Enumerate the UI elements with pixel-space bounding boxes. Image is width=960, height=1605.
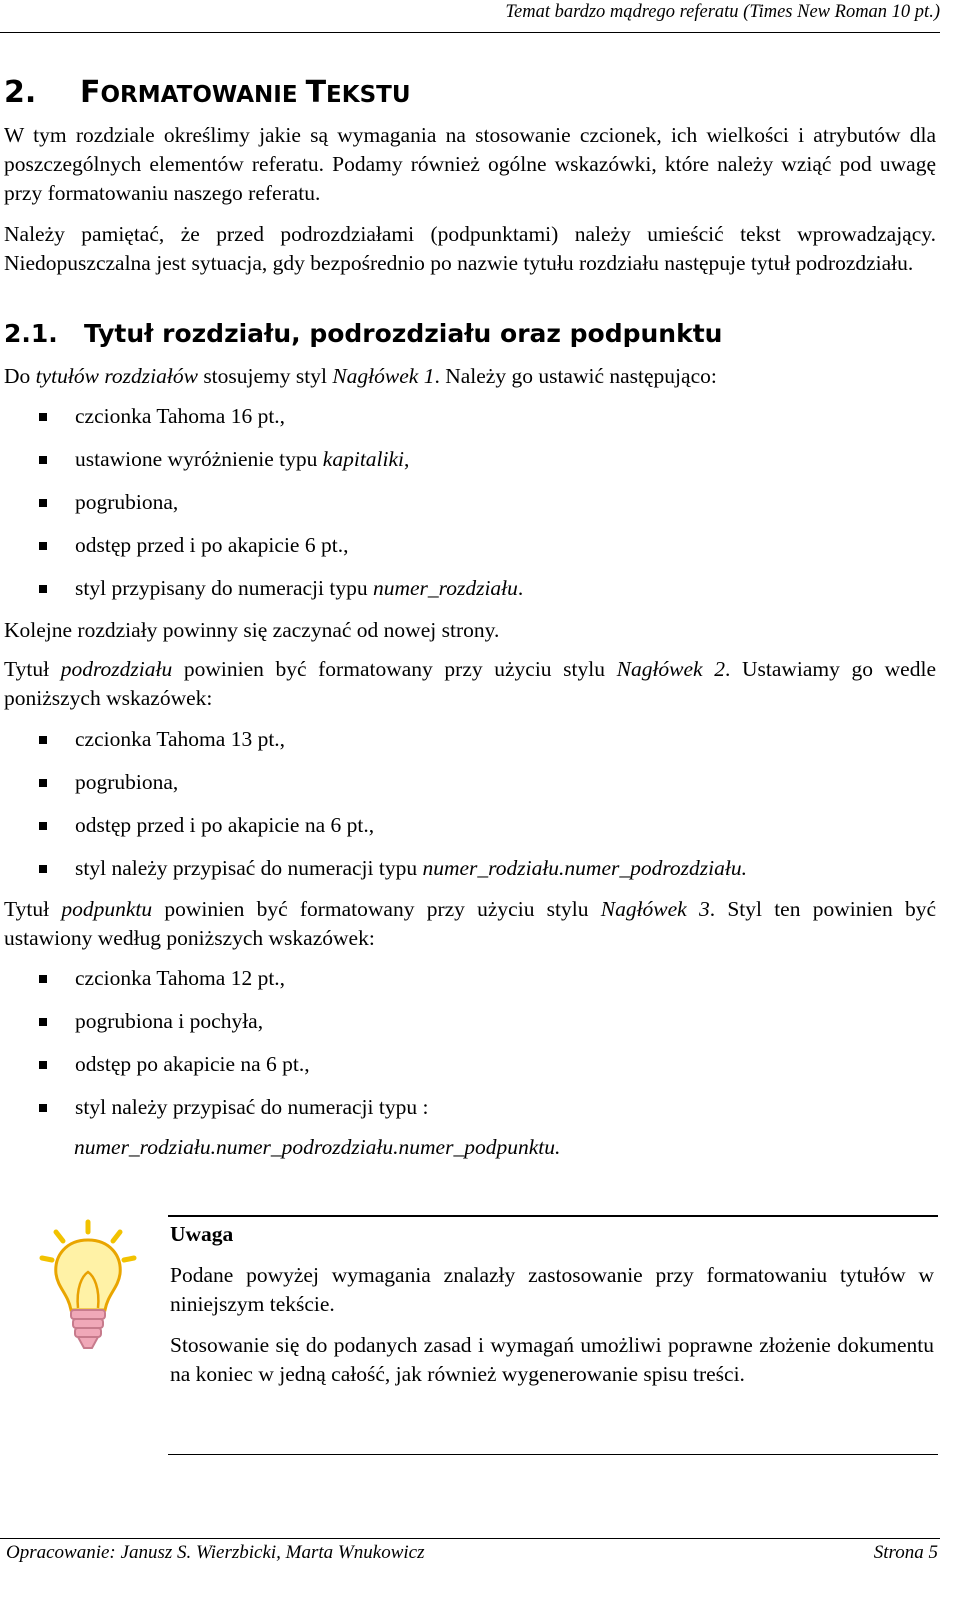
list-item: [4, 488, 936, 531]
note-box: [170, 1218, 934, 1389]
list-item: [4, 725, 936, 768]
text-run-italic: tytułów rozdziałów: [35, 364, 198, 388]
section3-bullet-list: [4, 964, 936, 1136]
section1-lead: [4, 362, 936, 391]
list-item-text: styl należy przypisać do numeracji typu: [75, 856, 423, 880]
list-item-text-italic: numer_rozdziału: [372, 576, 518, 600]
list-item-text: ustawione wyróżnienie typu: [75, 447, 323, 471]
text-run: Tytuł: [4, 897, 62, 921]
text-run-italic: podrozdziału: [60, 657, 173, 681]
list-item-text: odstęp przed i po akapicie 6 pt.,: [75, 533, 349, 557]
list-item-text: styl przypisany do numeracji typu: [75, 576, 373, 600]
chapter-title-cap-1: F: [80, 75, 101, 110]
list-item-text: .: [517, 576, 524, 600]
list-item-text: odstęp po akapicie na 6 pt.,: [75, 1052, 310, 1076]
footer-page-number: Strona 5: [873, 1542, 938, 1563]
intro-paragraph-1: W tym rozdziale określimy jakie są wymagania na stosowanie czcionek, ich wielkości i atrybutów dla poszczególnych elementów referatu. Podamy również ogólne wskazówki, które należy wziąć pod uwagę przy formatowaniu naszego referatu.: [4, 123, 936, 205]
text-run: Tytuł: [4, 657, 61, 681]
section3-bullet-continuation: numer_rodziału.numer_podrozdziału.numer_podpunktu.: [74, 1135, 561, 1159]
text-run: powinien być formatowany przy użyciu stylu: [172, 657, 617, 681]
list-item: [4, 854, 936, 897]
text-run: . Ustawiamy go wedle poniższych wskazówek:: [4, 657, 936, 710]
text-run: powinien być formatowany przy użyciu stylu: [152, 897, 601, 921]
chapter-title-rest-1: ORMATOWANIE: [100, 82, 306, 108]
note-bottom-rule: [168, 1454, 938, 1455]
list-item: [4, 768, 936, 811]
chapter-title-cap-2: T: [305, 75, 327, 110]
list-item: [4, 445, 936, 488]
text-run: . Należy go ustawić następująco:: [434, 364, 717, 388]
footer-authors: Opracowanie: Janusz S. Wierzbicki, Marta Wnukowicz: [6, 1542, 425, 1563]
text-run: stosujemy styl: [197, 364, 333, 388]
section-title: Tytuł rozdziału, podrozdziału oraz podpunktu: [84, 319, 723, 348]
list-item: [4, 531, 936, 574]
bullet-square-icon: [39, 1061, 47, 1069]
note-paragraph-2: Stosowanie się do podanych zasad i wymagań umożliwi poprawne złożenie dokumentu na koniec w jedną całość, jak również wygenerowanie spisu treści.: [170, 1333, 934, 1386]
bullet-square-icon: [39, 499, 47, 507]
list-item: [4, 964, 936, 1007]
section-number: 2.1.: [4, 319, 58, 348]
list-item: [4, 1093, 936, 1136]
section2-bullet-list: [4, 725, 936, 897]
list-item-text-italic: kapitaliki: [322, 447, 404, 471]
list-item: [4, 402, 936, 445]
bullet-square-icon: [39, 1104, 47, 1112]
bullet-square-icon: [39, 456, 47, 464]
note-top-rule: [168, 1215, 938, 1217]
text-run-italic: Nagłówek 2: [616, 657, 725, 681]
list-item-text: pogrubiona,: [75, 770, 179, 794]
text-run-italic: podpunktu: [61, 897, 153, 921]
intro-paragraph-2: Należy pamiętać, że przed podrozdziałami (podpunktami) należy umieścić tekst wprowadzający. Niedopuszczalna jest sytuacja, gdy bezpośrednio po nazwie tytułu rozdziału następuje tytuł podrozdziału.: [4, 222, 936, 275]
list-item-text: odstęp przed i po akapicie na 6 pt.,: [75, 813, 375, 837]
lightbulb-icon: [38, 1218, 138, 1358]
list-item-text: czcionka Tahoma 12 pt.,: [75, 966, 286, 990]
list-item-text: pogrubiona i pochyła,: [75, 1009, 264, 1033]
text-run-italic: Nagłówek 3: [600, 897, 710, 921]
note-title: Uwaga: [170, 1222, 234, 1246]
bullet-square-icon: [39, 779, 47, 787]
chapter-title-rest-2: EKSTU: [326, 82, 411, 108]
chapter-heading: [4, 73, 411, 115]
section1-bullet-list: [4, 402, 936, 617]
section1-after: Kolejne rozdziały powinny się zaczynać od nowej strony.: [4, 618, 500, 642]
note-paragraph-1: Podane powyżej wymagania znalazły zastosowanie przy formatowaniu tytułów w niniejszym tekście.: [170, 1263, 934, 1316]
text-run: . Styl ten powinien być ustawiony według poniższych wskazówek:: [4, 897, 936, 950]
section3-lead: [4, 895, 936, 953]
list-item-text: ,: [404, 447, 410, 471]
list-item-text-italic: numer_rodziału.numer_podrozdziału.: [422, 856, 747, 880]
header-title: Temat bardzo mądrego referatu (Times New Roman 10 pt.): [505, 2, 940, 22]
list-item: [4, 811, 936, 854]
section2-lead: [4, 655, 936, 713]
chapter-number: 2.: [4, 75, 37, 110]
list-item-text: czcionka Tahoma 13 pt.,: [75, 727, 286, 751]
bullet-square-icon: [39, 1018, 47, 1026]
list-item: [4, 574, 936, 617]
list-item: [4, 1050, 936, 1093]
bullet-square-icon: [39, 865, 47, 873]
footer-rule: [0, 1538, 940, 1539]
bullet-square-icon: [39, 975, 47, 983]
text-run: Do: [4, 364, 36, 388]
list-item-text: styl należy przypisać do numeracji typu :: [75, 1095, 429, 1119]
header-rule: [0, 32, 940, 33]
list-item: [4, 1007, 936, 1050]
text-run-italic: Nagłówek 1: [332, 364, 435, 388]
list-item-text: czcionka Tahoma 16 pt.,: [75, 404, 286, 428]
bullet-square-icon: [39, 822, 47, 830]
bullet-square-icon: [39, 585, 47, 593]
bullet-square-icon: [39, 542, 47, 550]
section-heading: [4, 317, 722, 351]
bullet-square-icon: [39, 413, 47, 421]
list-item-text: pogrubiona,: [75, 490, 179, 514]
bullet-square-icon: [39, 736, 47, 744]
